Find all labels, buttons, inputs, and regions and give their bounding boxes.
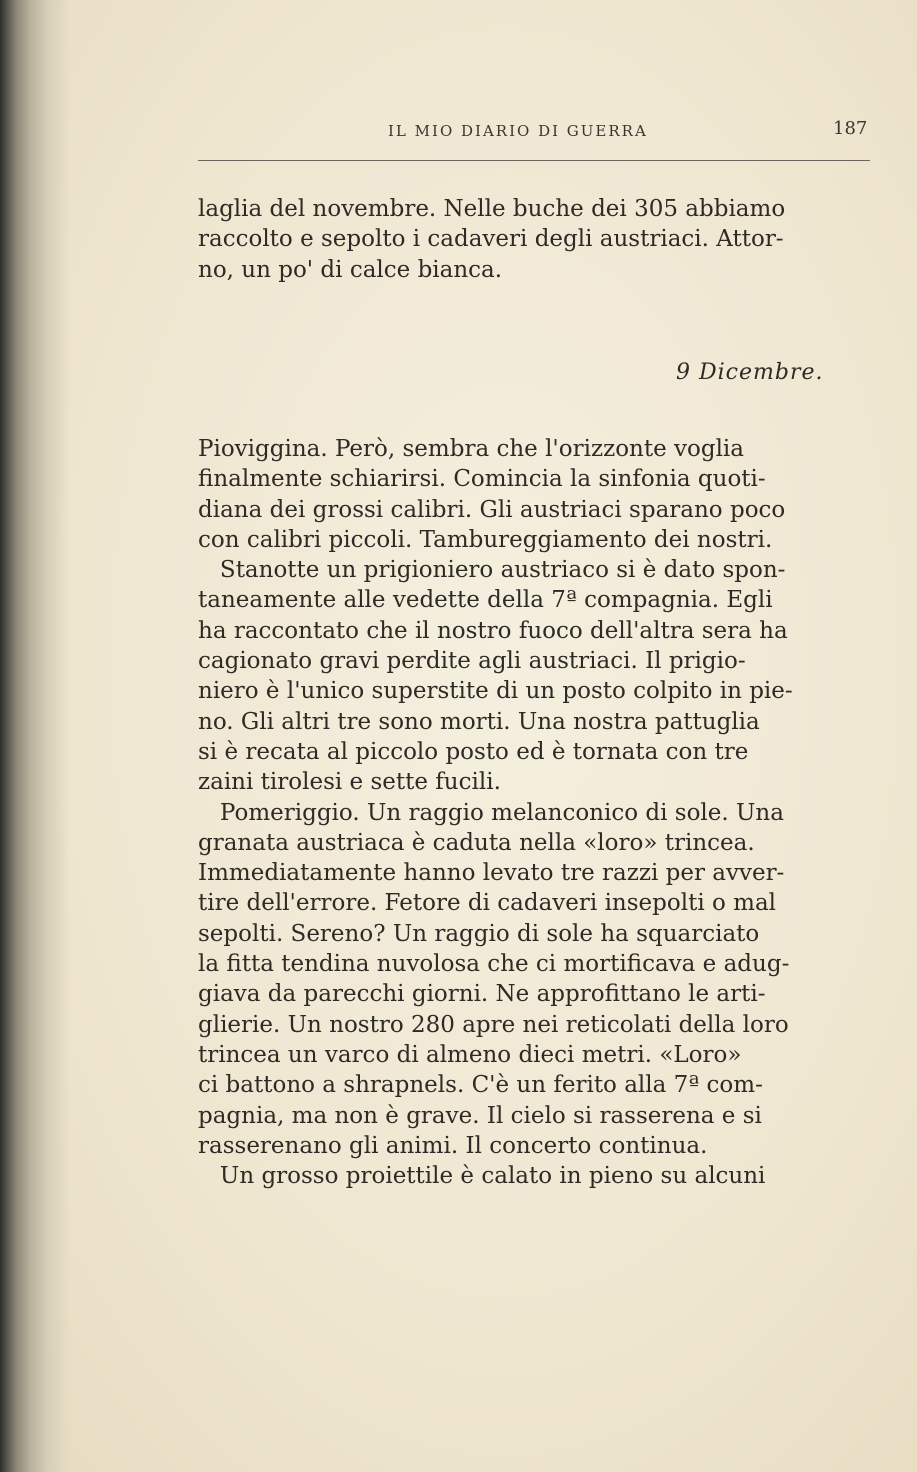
entry-date: 9 Dicembre. [676, 360, 824, 385]
running-head: IL MIO DIARIO DI GUERRA [388, 122, 648, 140]
page-number: 187 [833, 118, 868, 139]
continued-paragraph: laglia del novembre. Nelle buche dei 305 abbiamo raccolto e sepolto i cadaveri degli austriaci. Attor- no, un po' di calce bianca. [198, 196, 786, 283]
book-spine-shadow [0, 0, 70, 1472]
header-rule [198, 160, 870, 161]
diary-entry-text: Pioviggina. Però, sembra che l'orizzonte voglia finalmente schiarirsi. Comincia la sinfonia quoti- diana dei grossi calibri. Gli austriaci sparano poco con calibri piccoli. Tambureggiamento dei nostri. Stanotte un prigioniero austriaco si è dato spon- taneamente alle vedette della 7ª compagnia. Egli ha raccontato che il nostro fuoco dell'altra sera ha cagionato gravi perdite agli austriaci. Il prigio- niero è l'unico superstite di un posto colpito in pie- no. Gli altri tre sono morti. Una nostra pattuglia si è recata al piccolo posto ed è tornata con tre zaini tirolesi e sette fucili. Pomeriggio. Un raggio melanconico di sole. Una granata austriaca è caduta nella «loro» trincea. Immediatamente hanno levato tre razzi per avver- tire dell'errore. Fetore di cadaveri insepolti o mal sepolti. Sereno? Un raggio di sole ha squarciato la fitta tendina nuvolosa che ci mortificava e adug- giava da parecchi giorni. Ne approfittano le arti- glierie. Un nostro 280 apre nei reticolati della loro trincea un varco di almeno dieci metri. «Loro» ci battono a shrapnels. C'è un ferito alla 7ª com- pagnia, ma non è grave. Il cielo si rasserena e si rasserenano gli animi. Il concerto continua. Un grosso proiettile è calato in pieno su alcuni [198, 436, 793, 1190]
